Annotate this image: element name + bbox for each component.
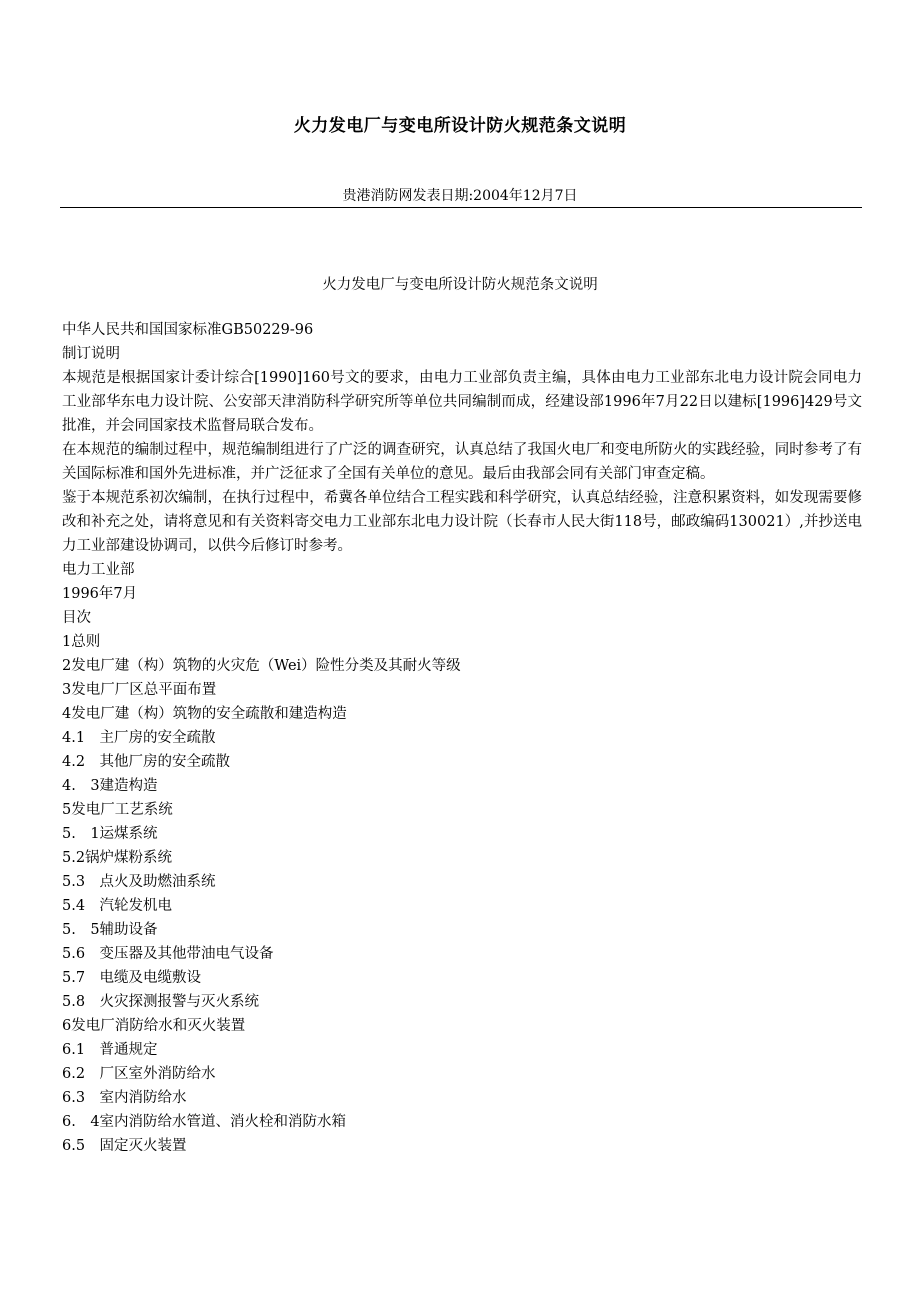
toc-item: 5.2锅炉煤粉系统 [62, 850, 173, 866]
table-of-contents [62, 630, 862, 1158]
preface-paragraph: 鉴于本规范系初次编制，在执行过程中，希冀各单位结合工程实践和科学研究，认真总结经验，注意积累资料，如发现需要修改和补充之处，请将意见和有关资料寄交电力工业部东北电力设计院（长春市人民大街118号，邮政编码130021）,并抄送电力工业部建设协调司，以供今后修订时参考。 [62, 490, 862, 554]
toc-item: 6.2 厂区室外消防给水 [62, 1066, 216, 1082]
page-title: 火力发电厂与变电所设计防火规范条文说明 [293, 116, 627, 136]
toc-item: 4.2 其他厂房的安全疏散 [62, 754, 231, 770]
toc-item: 6发电厂消防给水和灭火装置 [62, 1018, 246, 1034]
toc-item: 6.1 普通规定 [62, 1042, 158, 1058]
toc-item: 6. 4室内消防给水管道、消火栓和消防水箱 [62, 1114, 347, 1130]
toc-heading: 目次 [62, 610, 91, 626]
toc-item: 5. 1运煤系统 [62, 826, 158, 842]
toc-item: 6.3 室内消防给水 [62, 1090, 187, 1106]
preface-paragraph: 在本规范的编制过程中，规范编制组进行了广泛的调查研究，认真总结了我国火电厂和变电所防火的实践经验，同时参考了有关国际标准和国外先进标准，并广泛征求了全国有关单位的意见。最后由我部会同有关部门审查定稿。 [62, 442, 862, 482]
toc-item: 4.1 主厂房的安全疏散 [62, 730, 216, 746]
toc-item: 4. 3建造构造 [62, 778, 158, 794]
toc-item: 3发电厂厂区总平面布置 [62, 682, 217, 698]
toc-item: 5. 5辅助设备 [62, 922, 158, 938]
toc-item: 5.3 点火及助燃油系统 [62, 874, 216, 890]
preface-paragraph: 本规范是根据国家计委计综合[1990]160号文的要求，由电力工业部负责主编，具体由电力工业部东北电力设计院会同电力工业部华东电力设计院、公安部天津消防科学研究所等单位共同编制而成，经建设部1996年7月22日以建标[1996]429号文批准，并会同国家技术监督局联合发布。 [62, 370, 862, 434]
toc-item: 5.8 火灾探测报警与灭火系统 [62, 994, 260, 1010]
toc-item: 2发电厂建（构）筑物的火灾危（Wei）险性分类及其耐火等级 [62, 658, 461, 674]
standard-number: 中华人民共和国国家标准GB50229-96 [62, 322, 314, 338]
toc-item: 6.5 固定灭火装置 [62, 1138, 187, 1154]
issuer: 电力工业部 [62, 562, 135, 578]
toc-item: 5.7 电缆及电缆敷设 [62, 970, 202, 986]
document-subtitle: 火力发电厂与变电所设计防火规范条文说明 [322, 277, 598, 293]
document-body [62, 318, 862, 1158]
issue-date: 1996年7月 [62, 586, 138, 602]
toc-item: 5.4 汽轮发机电 [62, 898, 173, 914]
toc-item: 4发电厂建（构）筑物的安全疏散和建造构造 [62, 706, 347, 722]
toc-item: 5.6 变压器及其他带油电气设备 [62, 946, 274, 962]
publish-date: 贵港消防网发表日期:2004年12月7日 [342, 188, 578, 204]
toc-item: 1总则 [62, 634, 101, 650]
toc-item: 5发电厂工艺系统 [62, 802, 173, 818]
preface-heading: 制订说明 [62, 346, 120, 362]
header-divider [60, 207, 862, 208]
